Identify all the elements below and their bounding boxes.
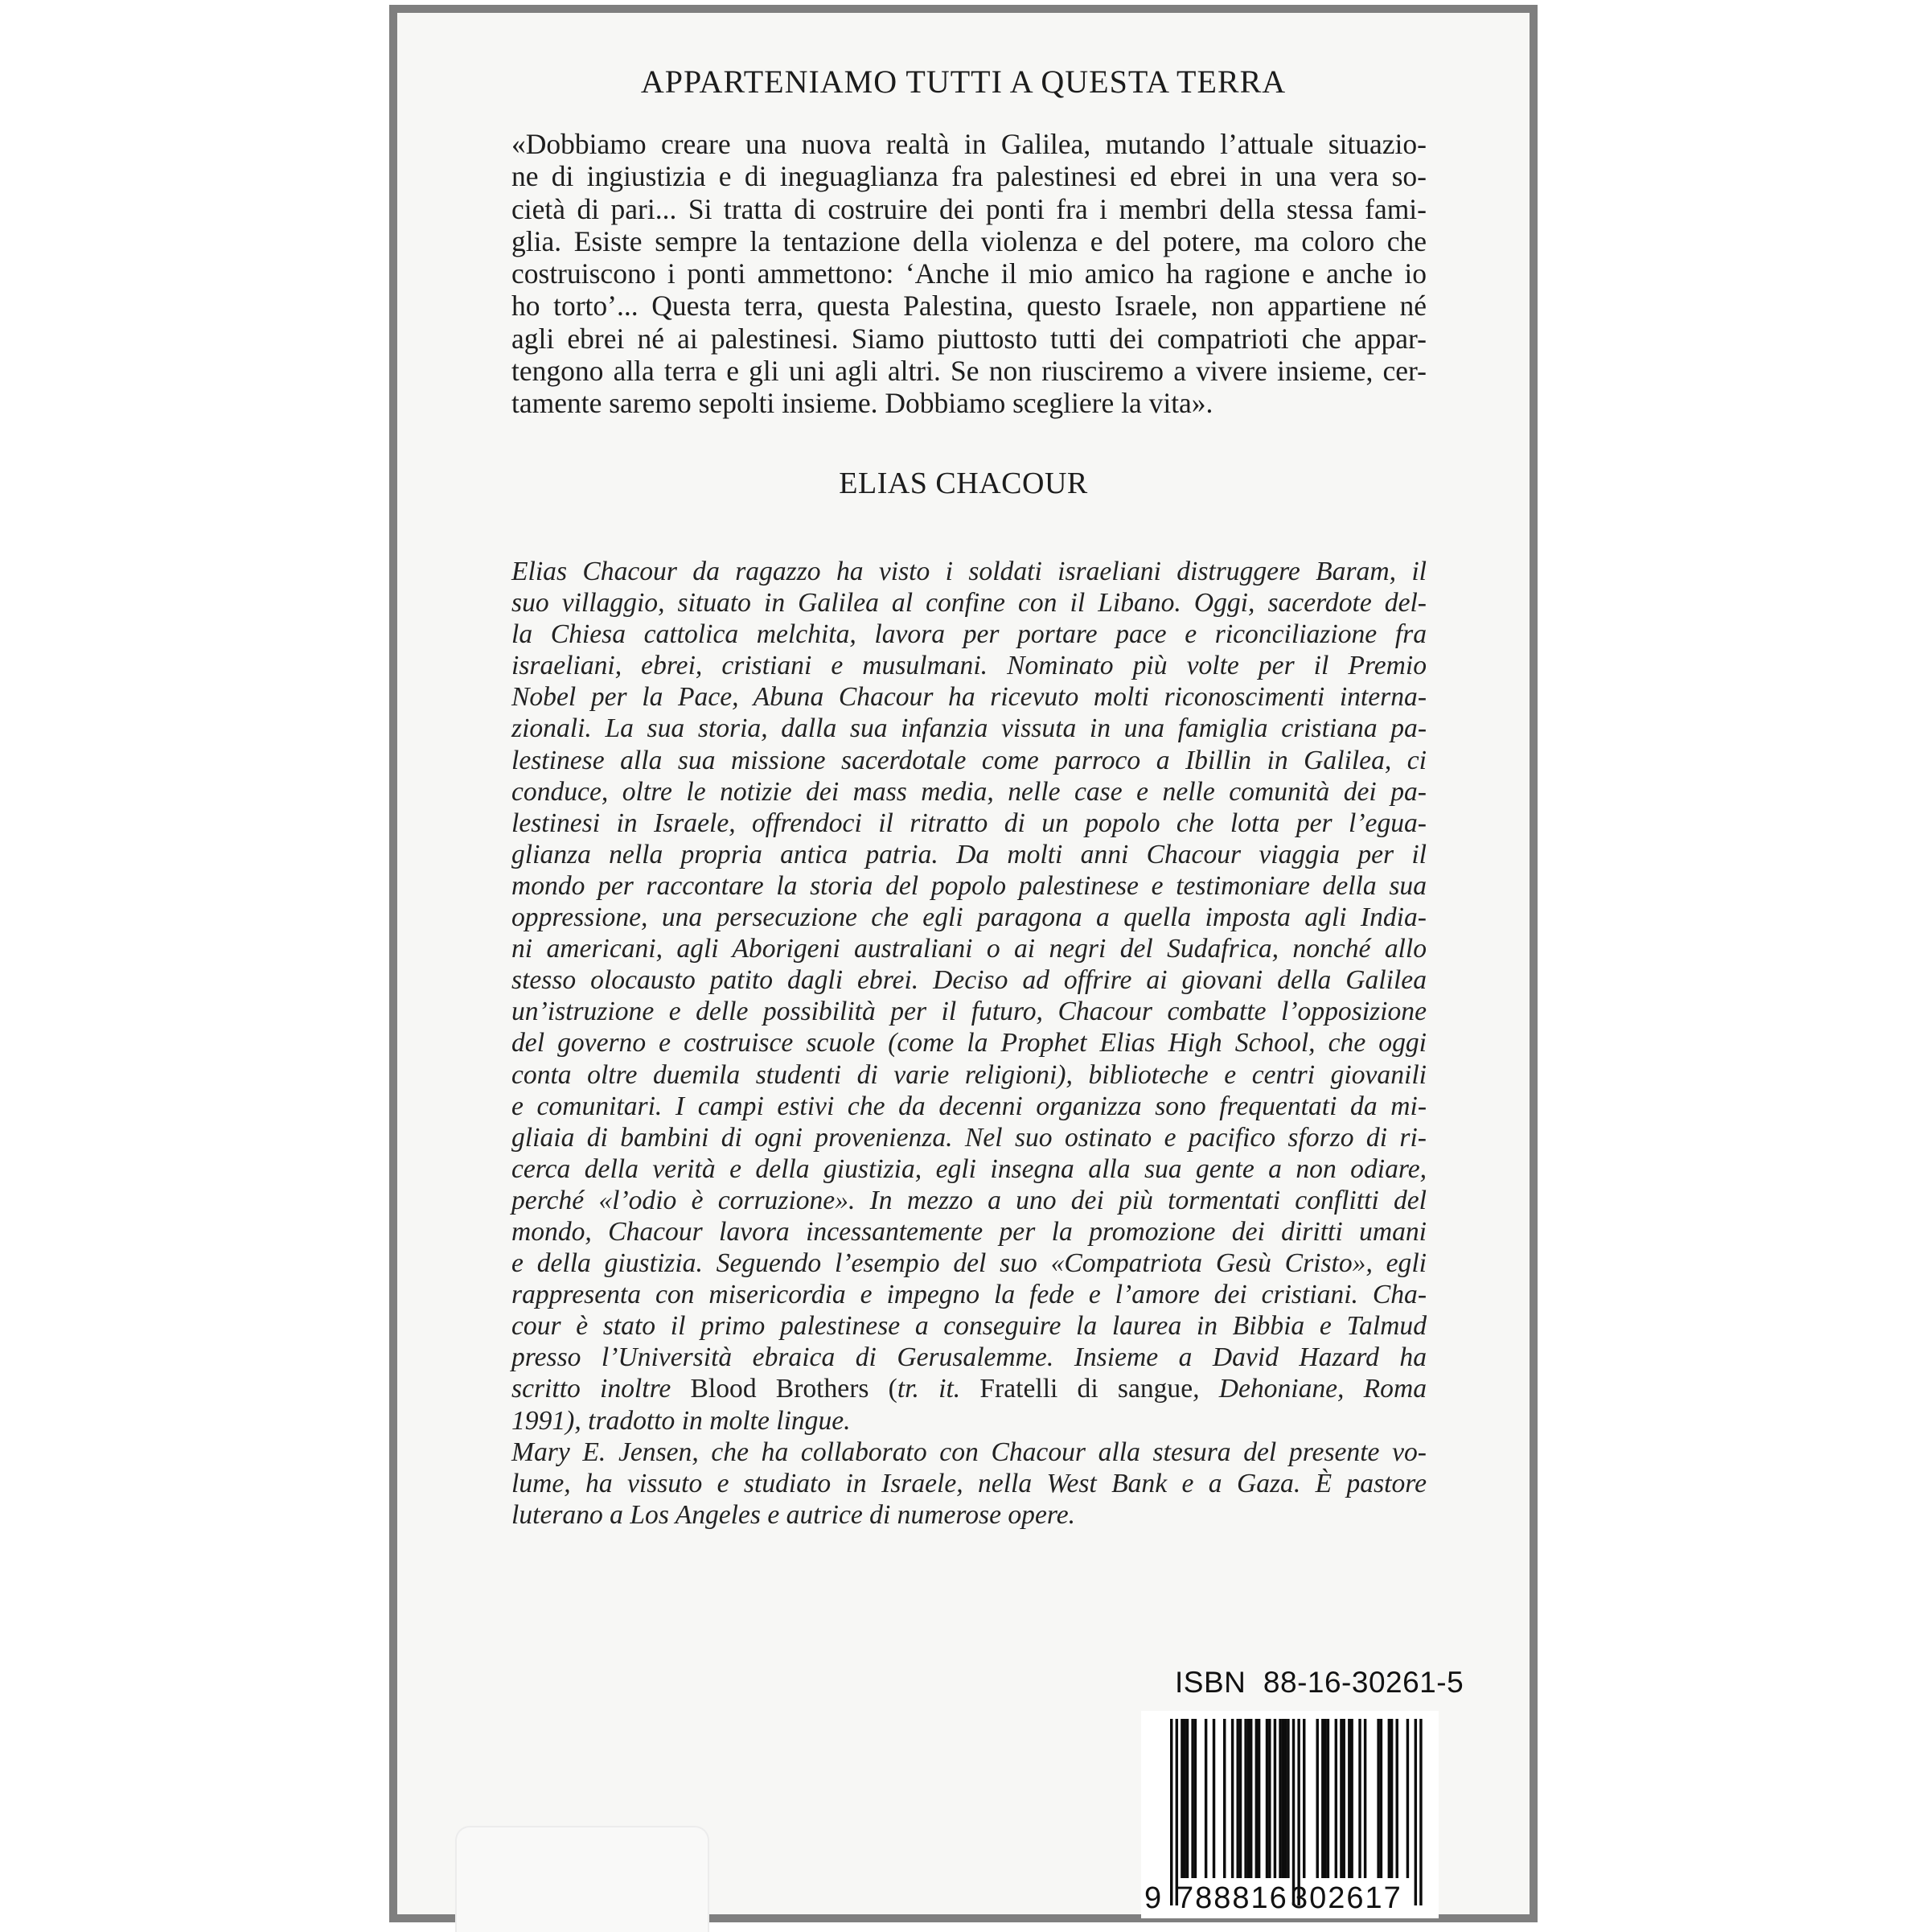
- quote-line: ne di ingiustizia e di ineguaglianza fra palestinesi ed ebrei in una vera so-: [511, 160, 1427, 193]
- bio-text: tr. it.: [897, 1374, 961, 1404]
- barcode-bar: [1231, 1719, 1234, 1878]
- barcode-bar: [1239, 1719, 1242, 1878]
- barcode-bar: [1250, 1719, 1252, 1878]
- barcode-bar: [1364, 1719, 1366, 1878]
- barcode-bar: [1297, 1719, 1300, 1905]
- bio-line: conta oltre duemila studenti di varie religioni), biblioteche e centri giovanili: [511, 1059, 1427, 1090]
- quote-line: tengono alla terra e gli uni agli altri. Se non riusciremo a vivere insieme, cer-: [511, 355, 1427, 388]
- book-title: Fratelli di sangue: [979, 1374, 1193, 1404]
- barcode-bar: [1396, 1719, 1398, 1878]
- barcode-bar: [1266, 1719, 1268, 1878]
- bio-line: Elias Chacour da ragazzo ha visto i soldati israeliani distruggere Baram, il: [511, 557, 1427, 586]
- bio-line-with-titles: [511, 1373, 1427, 1404]
- bio-line: gliaia di bambini di ogni provenienza. Nel suo ostinato e pacifico sforzo di ri-: [511, 1122, 1427, 1153]
- bio-line: lume, ha vissuto e studiato in Israele, nella West Bank e a Gaza. È pastore: [511, 1468, 1427, 1498]
- barcode-bar: [1335, 1719, 1337, 1878]
- bio-text: [960, 1374, 979, 1404]
- bio-line: la Chiesa cattolica melchita, lavora per portare pace e riconciliazione fra: [511, 619, 1427, 650]
- book-title: Blood Brothers: [690, 1374, 869, 1404]
- cover-title: APPARTENIAMO TUTTI A QUESTA TERRA: [640, 64, 1287, 100]
- bio-line: suo villaggio, situato in Galilea al confine con il Libano. Oggi, sacerdote del-: [511, 588, 1427, 619]
- bio-line: Mary E. Jensen, che ha collaborato con Chacour alla stesura del presente vo-: [511, 1437, 1427, 1467]
- quote-paragraph: [511, 128, 1427, 420]
- barcode-bar: [1223, 1719, 1226, 1878]
- barcode-bar: [1181, 1719, 1183, 1878]
- barcode: [1141, 1711, 1439, 1918]
- bio-line: e comunitari. I campi estivi che da decenni organizza sono frequentati da mi-: [511, 1091, 1427, 1121]
- barcode-bar: [1279, 1719, 1281, 1878]
- barcode-left-digits: 788816: [1176, 1881, 1288, 1915]
- quote-line: cietà di pari... Si tratta di costruire dei ponti fra i membri della stessa fami-: [511, 192, 1427, 225]
- bio-text: (: [868, 1374, 897, 1404]
- barcode-bar: [1237, 1719, 1239, 1878]
- bio-line: perché «l’odio è corruzione». In mezzo a uno dei più tormentati conflitti del: [511, 1185, 1427, 1215]
- barcode-bar: [1287, 1719, 1289, 1878]
- barcode-bar: [1324, 1719, 1326, 1878]
- barcode-bar: [1327, 1719, 1329, 1878]
- bio-line: cerca della verità e della giustizia, egli insegna alla sua gente a non odiare,: [511, 1153, 1427, 1184]
- barcode-bar: [1348, 1719, 1350, 1878]
- bio-line: mondo per raccontare la storia del popolo palestinese e testimoniare della sua: [511, 870, 1427, 901]
- author-biography: [511, 556, 1427, 1531]
- bio-line: stesso olocausto patito dagli ebrei. Deciso ad offrire ai giovani della Galilea: [511, 965, 1427, 996]
- bio-line: rappresenta con misericordia e impegno la fede e l’amore dei cristiani. Cha-: [511, 1280, 1427, 1310]
- barcode-bar: [1205, 1719, 1207, 1878]
- sticker-residue: [455, 1826, 709, 1932]
- bio-line: ni americani, agli Aborigeni australiani o ai negri del Sudafrica, nonché allo: [511, 934, 1427, 964]
- quote-line: agli ebrei né ai palestinesi. Siamo piuttosto tutti dei compatrioti che appar-: [511, 322, 1427, 355]
- bio-line: Nobel per la Pace, Abuna Chacour ha ricevuto molti riconoscimenti interna-: [511, 682, 1427, 713]
- barcode-right-digits: 302617: [1291, 1881, 1402, 1915]
- barcode-bar: [1343, 1719, 1345, 1878]
- barcode-bar: [1176, 1719, 1178, 1905]
- bio-line: un’istruzione e delle possibilità per il futuro, Chacour combatte l’opposizione: [511, 997, 1427, 1027]
- quote-author: ELIAS CHACOUR: [839, 467, 1088, 500]
- barcode-bar: [1406, 1719, 1409, 1878]
- bio-text: , Dehoniane, Roma: [1193, 1374, 1427, 1404]
- barcode-bar: [1184, 1719, 1186, 1878]
- isbn-prefix: ISBN: [1175, 1666, 1246, 1699]
- barcode-bar: [1194, 1719, 1197, 1878]
- barcode-bar: [1274, 1719, 1276, 1878]
- quote-line: «Dobbiamo creare una nuova realtà in Galilea, mutando l’attuale situazio-: [511, 128, 1427, 160]
- barcode-bar: [1388, 1719, 1390, 1878]
- barcode-bar: [1321, 1719, 1324, 1878]
- barcode-bar: [1213, 1719, 1215, 1878]
- quote-line: glia. Esiste sempre la tentazione della violenza e del potere, ma coloro che: [511, 224, 1427, 257]
- bio-line: mondo, Chacour lavora incessantemente per la promozione dei diritti umani: [511, 1216, 1427, 1247]
- barcode-bar: [1244, 1719, 1246, 1878]
- barcode-bar: [1350, 1719, 1353, 1878]
- bio-line: zionali. La sua storia, dalla sua infanzia vissuta in una famiglia cristiana pa-: [511, 713, 1427, 744]
- bio-line: 1991), tradotto in molte lingue.: [511, 1405, 851, 1436]
- bio-line: luterano a Los Angeles e autrice di numerose opere.: [511, 1499, 1075, 1530]
- barcode-bar: [1303, 1719, 1305, 1878]
- bio-line: conduce, oltre le notizie dei mass media, nelle case e nelle comunità dei pa-: [511, 776, 1427, 807]
- barcode-bar: [1358, 1719, 1361, 1878]
- book-back-cover: [389, 5, 1538, 1922]
- barcode-bar: [1191, 1719, 1193, 1878]
- barcode-bar: [1170, 1719, 1172, 1905]
- bio-line: lestinesi in Israele, offrendoci il ritratto di un popolo che lotta per l’egua-: [511, 808, 1427, 838]
- barcode-bar: [1292, 1719, 1295, 1905]
- isbn-label: [1175, 1666, 1464, 1700]
- barcode-bar: [1255, 1719, 1258, 1878]
- bio-line: presso l’Università ebraica di Gerusalemme. Insieme a David Hazard ha: [511, 1342, 1427, 1373]
- barcode-bar: [1282, 1719, 1284, 1878]
- barcode-bar: [1419, 1719, 1422, 1905]
- bio-line: israeliani, ebrei, cristiani e musulmani. Nominato più volte per il Premio: [511, 651, 1427, 681]
- bio-line: del governo e costruisce scuole (come la Prophet Elias High School, che oggi: [511, 1028, 1427, 1058]
- barcode-digits: [1141, 1881, 1439, 1918]
- quote-line: ho torto’... Questa terra, questa Palestina, questo Israele, non appartiene né: [511, 290, 1427, 323]
- bio-line: e della giustizia. Seguendo l’esempio del suo «Compatriota Gesù Cristo», egli: [511, 1248, 1427, 1279]
- barcode-bar: [1380, 1719, 1382, 1878]
- quote-line: costruiscono i ponti ammettono: ‘Anche il mio amico ha ragione e anche io: [511, 257, 1427, 290]
- barcode-bar: [1186, 1719, 1189, 1878]
- bio-text: scritto inoltre: [511, 1374, 691, 1404]
- bio-line: glianza nella propria antica patria. Da molti anni Chacour viaggia per il: [511, 839, 1427, 869]
- quote-line: tamente saremo sepolti insieme. Dobbiamo scegliere la vita».: [511, 387, 1213, 420]
- isbn-number: 88-16-30261-5: [1263, 1666, 1464, 1699]
- barcode-bar: [1390, 1719, 1393, 1878]
- barcode-bar: [1284, 1719, 1287, 1878]
- barcode-bar: [1258, 1719, 1260, 1878]
- barcode-bar: [1340, 1719, 1342, 1878]
- barcode-bar: [1415, 1719, 1417, 1905]
- barcode-bar: [1316, 1719, 1319, 1878]
- barcode-first-digit: 9: [1144, 1881, 1162, 1915]
- bio-line: oppressione, una persecuzione che egli paragona a quella imposta agli India-: [511, 902, 1427, 933]
- bio-line: lestinese alla sua missione sacerdotale come parroco a Ibillin in Galilea, ci: [511, 745, 1427, 775]
- barcode-bar: [1268, 1719, 1271, 1878]
- bio-line: cour è stato il primo palestinese a conseguire la laurea in Bibbia e Talmud: [511, 1311, 1427, 1342]
- barcode-bar: [1247, 1719, 1250, 1878]
- barcode-bar: [1377, 1719, 1379, 1878]
